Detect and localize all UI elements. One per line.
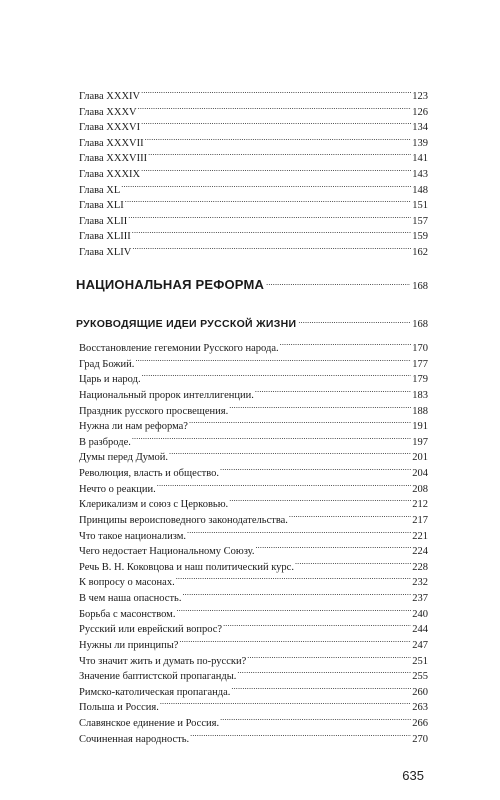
dot-leader xyxy=(141,117,411,130)
toc-entry-title: Речь В. Н. Коковцова и наш политический курс. xyxy=(79,561,294,573)
toc-entry[interactable] xyxy=(79,211,428,227)
toc-entry-title: Глава XXXIX xyxy=(79,169,141,180)
dot-leader xyxy=(237,666,411,679)
toc-entry-title: Глава XLIII xyxy=(79,231,131,243)
toc-entry-page: 134 xyxy=(412,122,428,134)
toc-entry-page: 228 xyxy=(412,561,428,573)
toc-entry-title: Что такое национализм. xyxy=(79,530,187,542)
toc-entry-page: 162 xyxy=(412,247,428,258)
toc-entry-title: К вопросу о масонах. xyxy=(79,577,175,589)
dot-leader xyxy=(223,619,411,632)
toc-entry-page: 179 xyxy=(412,374,428,386)
dot-leader xyxy=(255,385,411,398)
dot-leader xyxy=(298,313,410,327)
toc-entry[interactable] xyxy=(79,604,428,620)
toc-entry-title: Глава XLII xyxy=(79,215,128,227)
dot-leader xyxy=(179,635,411,648)
dot-leader xyxy=(255,541,411,554)
toc-entry[interactable] xyxy=(79,164,428,180)
toc-entry-page: 208 xyxy=(412,483,428,495)
toc-entry[interactable] xyxy=(79,354,428,370)
dot-leader xyxy=(141,86,411,99)
toc-entry-page: 183 xyxy=(412,389,428,401)
dot-leader xyxy=(125,195,411,208)
toc-entry-title: Славянское единение и Россия. xyxy=(79,718,220,730)
dot-leader xyxy=(295,557,411,570)
toc-entry-page: 221 xyxy=(412,530,428,542)
dot-leader xyxy=(266,275,410,289)
toc-entry-page: 126 xyxy=(412,106,428,118)
toc-entry[interactable] xyxy=(79,432,428,448)
dot-leader xyxy=(247,651,411,664)
dot-leader xyxy=(189,416,411,429)
toc-entry-title: Глава XL xyxy=(79,184,121,196)
toc-entry-page: 143 xyxy=(412,169,428,180)
toc-entry-title: Нужны ли принципы? xyxy=(79,639,179,651)
toc-entry-title: Национальный пророк интеллигенции. xyxy=(79,389,254,401)
toc-entry-page: 139 xyxy=(412,137,428,149)
dot-leader xyxy=(157,479,412,492)
toc-entry-title: Сочиненная народность. xyxy=(79,733,190,745)
toc-entry-title: В разброде. xyxy=(79,436,131,448)
toc-entry[interactable] xyxy=(79,651,428,667)
toc-entry[interactable] xyxy=(79,619,428,636)
dot-leader xyxy=(289,510,411,523)
dot-leader xyxy=(142,369,412,382)
section-page-number: 168 xyxy=(412,281,428,292)
dot-leader xyxy=(176,572,412,585)
toc-entry-title: Град Божий. xyxy=(79,358,135,370)
toc-entry-page: 255 xyxy=(412,671,428,683)
toc-entry-title: Праздник русского просвещения. xyxy=(79,405,229,417)
dot-leader xyxy=(229,494,411,507)
dot-leader xyxy=(229,401,411,414)
toc-entry[interactable] xyxy=(79,666,428,683)
toc-entry-page: 266 xyxy=(412,718,428,730)
toc-entry-page: 237 xyxy=(412,593,428,605)
dot-leader xyxy=(132,432,411,445)
toc-entry[interactable] xyxy=(79,447,428,464)
toc-entry-title: Значение баптистской пропаганды. xyxy=(79,671,237,683)
toc-entry-page: 217 xyxy=(412,514,428,526)
page-number: 635 xyxy=(402,768,424,783)
toc-entry[interactable] xyxy=(79,226,428,243)
dot-leader xyxy=(220,463,411,476)
toc-entry-page: 170 xyxy=(412,343,428,354)
toc-entry[interactable] xyxy=(79,713,428,730)
dot-leader xyxy=(132,242,411,255)
dot-leader xyxy=(141,164,411,177)
toc-entry-page: 247 xyxy=(412,639,428,651)
dot-leader xyxy=(220,713,411,726)
dot-leader xyxy=(231,682,411,695)
toc-entry-page: 188 xyxy=(412,405,428,417)
dot-leader xyxy=(182,588,411,601)
dot-leader xyxy=(190,729,411,742)
toc-entry-title: Польша и Россия. xyxy=(79,702,159,714)
toc-entry[interactable] xyxy=(79,463,428,480)
toc-entry[interactable] xyxy=(79,338,428,354)
toc-entry-title: Римско-католическая пропаганда. xyxy=(79,686,231,698)
toc-entry-title: Глава XLI xyxy=(79,200,124,212)
toc-entry-title: В чем наша опасность. xyxy=(79,593,182,605)
toc-entry-title: Клерикализм и союз с Церковью. xyxy=(79,499,229,511)
section-page-number: 168 xyxy=(412,319,428,330)
toc-entry-page: 141 xyxy=(412,153,428,165)
toc-entry-page: 148 xyxy=(412,184,428,196)
section-title: НАЦИОНАЛЬНАЯ РЕФОРМА xyxy=(76,277,265,292)
toc-entry-title: Принципы вероисповедного законодательства. xyxy=(79,514,288,526)
toc-entry-page: 244 xyxy=(412,624,428,636)
toc-entry[interactable] xyxy=(79,510,428,526)
toc-entry-title: Царь и народ. xyxy=(79,374,141,386)
toc-entry-title: Революция, власть и общество. xyxy=(79,468,219,480)
toc-entry-title: Борьба с масонством. xyxy=(79,608,176,620)
toc-entry[interactable] xyxy=(79,148,428,165)
toc-entry-title: Нечто о реакции. xyxy=(79,483,156,495)
dot-leader xyxy=(128,211,411,224)
section-title: РУКОВОДЯЩИЕ ИДЕИ РУССКОЙ ЖИЗНИ xyxy=(76,318,297,330)
toc-entry[interactable] xyxy=(79,86,428,102)
dot-leader xyxy=(148,148,411,161)
toc-entry-title: Нужна ли нам реформа? xyxy=(79,421,188,433)
toc-entry[interactable] xyxy=(79,102,428,118)
toc-entry-title: Глава XLIV xyxy=(79,247,132,258)
toc-entry-page: 157 xyxy=(412,215,428,227)
toc-entry[interactable] xyxy=(79,526,428,542)
dot-leader xyxy=(132,226,411,239)
toc-entry[interactable] xyxy=(79,494,428,511)
toc-entry-page: 197 xyxy=(412,436,428,448)
toc-entry-title: Думы перед Думой. xyxy=(79,452,169,464)
section-heading-national-reform[interactable] xyxy=(76,275,428,292)
toc-entry-page: 270 xyxy=(412,733,428,745)
toc-entry-title: Русский или еврейский вопрос? xyxy=(79,624,223,636)
toc-entry[interactable] xyxy=(79,385,428,401)
dot-leader xyxy=(145,133,412,146)
toc-entry-title: Глава XXXVI xyxy=(79,122,141,134)
toc-entry-page: 224 xyxy=(412,546,428,558)
toc-entry[interactable] xyxy=(79,588,428,605)
toc-entry[interactable] xyxy=(79,401,428,417)
dot-leader xyxy=(176,604,411,617)
dot-leader xyxy=(135,354,411,367)
toc-entry-title: Чего недостает Национальному Союзу. xyxy=(79,546,255,558)
toc-entry-page: 204 xyxy=(412,468,428,480)
dot-leader xyxy=(121,180,411,193)
toc-entry[interactable] xyxy=(79,729,428,745)
toc-entry-page: 251 xyxy=(412,655,428,667)
toc-entry[interactable] xyxy=(79,541,428,558)
toc-entry[interactable] xyxy=(79,133,428,149)
toc-entry[interactable] xyxy=(79,195,428,212)
toc-entry-title: Восстановление гегемонии Русского народа. xyxy=(79,343,279,354)
toc-entry[interactable] xyxy=(79,180,428,196)
toc-entry-page: 177 xyxy=(412,358,428,370)
toc-entry[interactable] xyxy=(79,117,428,134)
toc-entry[interactable] xyxy=(79,682,428,698)
toc-entry-page: 201 xyxy=(412,452,428,464)
toc-entry-title: Глава XXXVII xyxy=(79,137,144,149)
toc-entry-page: 240 xyxy=(412,608,428,620)
toc-entry[interactable] xyxy=(79,479,428,495)
toc-entry-page: 232 xyxy=(412,577,428,589)
dot-leader xyxy=(187,526,411,539)
dot-leader xyxy=(138,102,412,115)
dot-leader xyxy=(169,447,411,460)
toc-entry[interactable] xyxy=(79,572,428,589)
toc-entry-page: 151 xyxy=(412,200,428,212)
dot-leader xyxy=(160,697,411,710)
toc-entry-title: Что значит жить и думать по-русски? xyxy=(79,655,247,667)
toc-entry[interactable] xyxy=(79,697,428,714)
toc-entry[interactable] xyxy=(79,242,428,258)
toc-entry[interactable] xyxy=(79,557,428,573)
dot-leader xyxy=(280,338,412,351)
toc-entry[interactable] xyxy=(79,369,428,386)
toc-entry-page: 123 xyxy=(412,91,428,102)
toc-entry[interactable] xyxy=(79,416,428,433)
toc-entry-page: 263 xyxy=(412,702,428,714)
toc-entry-page: 260 xyxy=(412,686,428,698)
section-heading-guiding-ideas[interactable] xyxy=(76,313,428,330)
toc-entry-title: Глава XXXV xyxy=(79,106,137,118)
toc-entry-page: 191 xyxy=(412,421,428,433)
toc-entry-title: Глава XXXVIII xyxy=(79,153,148,165)
toc-entry-page: 159 xyxy=(412,231,428,243)
toc-entry-page: 212 xyxy=(412,499,428,511)
toc-entry[interactable] xyxy=(79,635,428,651)
toc-entry-title: Глава XXXIV xyxy=(79,91,141,102)
